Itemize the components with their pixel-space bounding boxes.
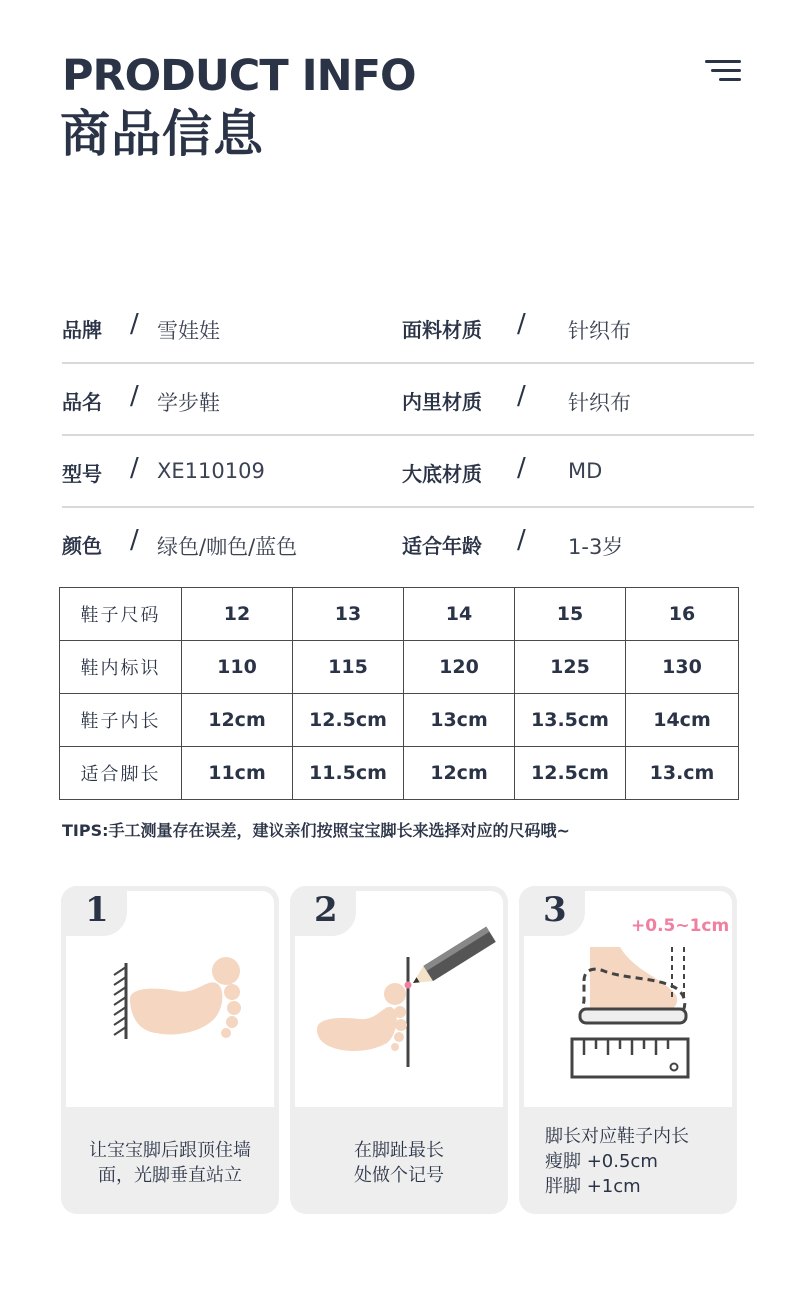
table-cell: 12.5cm: [515, 747, 626, 800]
title-en: PRODUCT INFO: [62, 51, 416, 101]
table-cell: 12: [182, 588, 293, 641]
tips-text: TIPS:手工测量存在误差，建议亲们按照宝宝脚长来选择对应的尺码哦~: [62, 821, 570, 840]
info-separator: /: [130, 525, 139, 555]
info-row: [62, 364, 754, 436]
table-cell: 110: [182, 641, 293, 694]
info-label: 面料材质: [402, 318, 482, 342]
step-text: 脚长对应鞋子内长: [545, 1126, 689, 1147]
info-label: 品牌: [62, 318, 102, 342]
info-label: 品名: [62, 390, 102, 414]
title-cn: 商品信息: [60, 105, 264, 163]
info-label: 适合年龄: [402, 534, 482, 558]
size-allowance-note: +0.5~1cm: [631, 916, 730, 936]
table-cell: 16: [626, 588, 739, 641]
step-text: 胖脚 +1cm: [545, 1176, 641, 1197]
step-text: 在脚趾最长: [354, 1140, 444, 1161]
menu-icon[interactable]: [705, 60, 741, 84]
info-label: 大底材质: [402, 462, 482, 486]
info-value: 绿色/咖色/蓝色: [157, 535, 298, 559]
table-cell: 12.5cm: [293, 694, 404, 747]
step-text: 瘦脚 +0.5cm: [545, 1151, 658, 1172]
table-cell: 13cm: [404, 694, 515, 747]
table-cell: 120: [404, 641, 515, 694]
table-cell: 13: [293, 588, 404, 641]
step-text: 面，光脚垂直站立: [98, 1165, 242, 1186]
step-text: 处做个记号: [354, 1165, 444, 1186]
info-row: [62, 436, 754, 508]
step-text: 让宝宝脚后跟顶住墙: [89, 1140, 251, 1161]
info-separator: /: [130, 309, 139, 339]
info-label: 型号: [62, 462, 102, 486]
info-label: 内里材质: [402, 390, 482, 414]
table-cell: 12cm: [182, 694, 293, 747]
info-value: XE110109: [157, 459, 265, 483]
table-row: [60, 641, 739, 694]
table-row: [60, 694, 739, 747]
size-table: [59, 587, 739, 800]
product-info-list: [62, 292, 754, 578]
table-cell: 115: [293, 641, 404, 694]
info-row: [62, 508, 754, 578]
row-header: 鞋子尺码: [60, 588, 182, 641]
info-label: 颜色: [62, 534, 102, 558]
info-value: 针织布: [568, 319, 631, 343]
row-header: 鞋子内长: [60, 694, 182, 747]
info-value: 雪娃娃: [157, 319, 220, 343]
table-cell: 12cm: [404, 747, 515, 800]
info-separator: /: [517, 525, 526, 555]
row-header: 鞋内标识: [60, 641, 182, 694]
info-separator: /: [517, 453, 526, 483]
table-row: [60, 588, 739, 641]
table-cell: 13.cm: [626, 747, 739, 800]
table-cell: 14: [404, 588, 515, 641]
table-row: [60, 747, 739, 800]
step-card-3: [519, 886, 737, 1214]
row-header: 适合脚长: [60, 747, 182, 800]
table-cell: 14cm: [626, 694, 739, 747]
info-value: 1-3岁: [568, 535, 624, 559]
info-separator: /: [130, 453, 139, 483]
table-cell: 11.5cm: [293, 747, 404, 800]
step-number: 3: [543, 890, 567, 930]
table-cell: 13.5cm: [515, 694, 626, 747]
table-cell: 15: [515, 588, 626, 641]
info-separator: /: [517, 309, 526, 339]
info-row: [62, 292, 754, 364]
info-value: MD: [568, 459, 603, 483]
table-cell: 130: [626, 641, 739, 694]
info-value: 学步鞋: [157, 391, 220, 415]
step-number: 1: [85, 890, 109, 930]
info-value: 针织布: [568, 391, 631, 415]
table-cell: 11cm: [182, 747, 293, 800]
step-card-2: [290, 886, 508, 1214]
info-separator: /: [517, 381, 526, 411]
info-separator: /: [130, 381, 139, 411]
step-number: 2: [314, 890, 338, 930]
table-cell: 125: [515, 641, 626, 694]
step-card-1: [61, 886, 279, 1214]
